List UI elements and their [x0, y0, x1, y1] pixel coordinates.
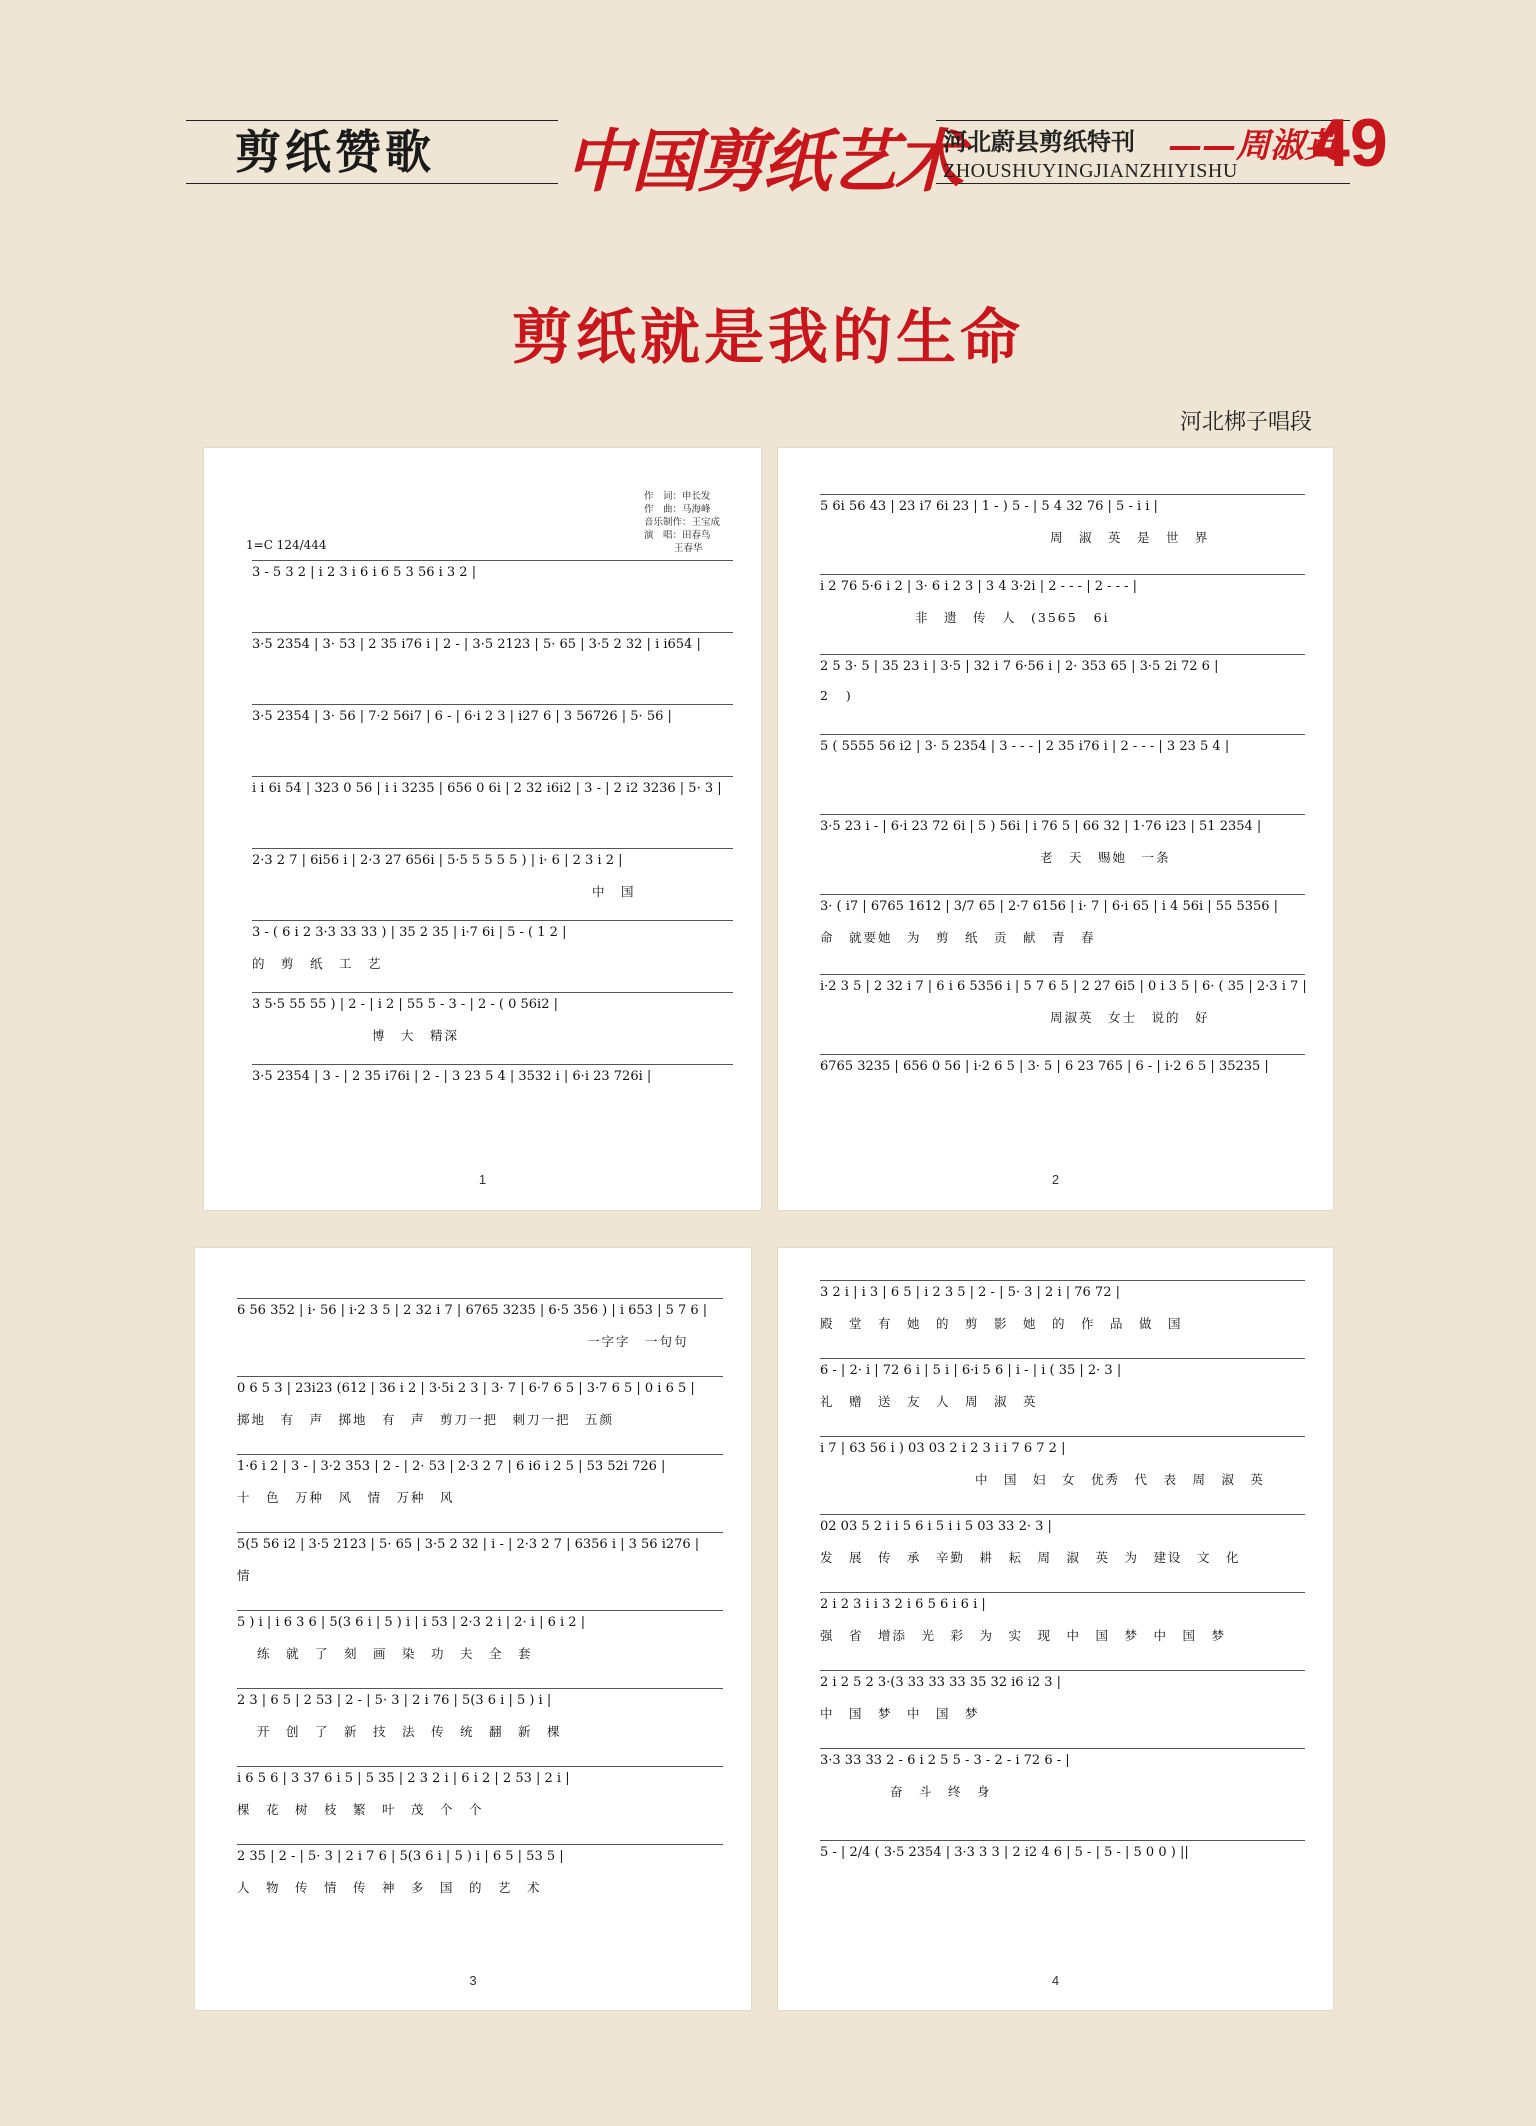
notation-line: 02 03 5 2 i i 5 6 i 5 i i 5 03 33 2· 3 |	[820, 1514, 1305, 1534]
notation-line: 2 35 | 2 - | 5· 3 | 2 i 7 6 | 5(3 6 i | 5 ) i | 6 5 | 53 5 |	[237, 1844, 723, 1864]
notation-line: i 7 | 63 56 i ) 03 03 2 i 2 3 i i 7 6 7 2 |	[820, 1436, 1305, 1456]
lyric-line: 人 物 传 情 传 神 多 国 的 艺 术	[237, 1880, 542, 1895]
notation-line: 3 - 5 3 2 | i 2 3 i 6 i 6 5 3 56 i 3 2 |	[252, 560, 733, 580]
notation-line: 3·5 23 i - | 6·i 23 72 6i | 5 ) 56i | i 76 5 | 66 32 | 1·76 i23 | 51 2354 |	[820, 814, 1305, 834]
credit-line: 王春华	[674, 543, 703, 554]
notation-line: 2·3 2 7 | 6i56 i | 2·3 27 656i | 5·5 5 5 5 5 ) | i· 6 | 2 3 i 2 |	[252, 848, 733, 868]
notation-line: 1·6 i 2 | 3 - | 3·2 353 | 2 - | 2· 53 | 2·3 2 7 | 6 i6 i 2 5 | 53 52i 726 |	[237, 1454, 723, 1474]
credit-line: 作 词：申长发	[644, 491, 711, 502]
magazine-logo: 中国剪纸艺术	[565, 122, 962, 202]
notation-line: 3·5 2354 | 3· 56 | 7·2 56i7 | 6 - | 6·i 2 3 | i27 6 | 3 56726 | 5· 56 |	[252, 704, 733, 724]
notation-line: 5 - | 2/4 ( 3·5 2354 | 3·3 3 3 | 2 i2 4 6 | 5 - | 5 - | 5 0 0 ) ||	[820, 1840, 1305, 1860]
score-sheet-3	[195, 1248, 751, 2010]
lyric-line: 十 色 万种 风 情 万种 风	[237, 1490, 455, 1505]
lyric-line: 情	[237, 1568, 252, 1583]
notation-line: 0 6 5 3 | 23i23 (612 | 36 i 2 | 3·5i 2 3 | 3· 7 | 6·7 6 5 | 3·7 6 5 | 0 i 6 5 |	[237, 1376, 723, 1396]
notation-line: 3·3 33 33 2 - 6 i 2 5 5 - 3 - 2 - i 72 6 - |	[820, 1748, 1305, 1768]
lyric-line: 礼 赠 送 友 人 周 淑 英	[820, 1394, 1038, 1409]
notation-line: 2 3 | 6 5 | 2 53 | 2 - | 5· 3 | 2 i 76 | 5(3 6 i | 5 ) i |	[237, 1688, 723, 1708]
notation-line: 2 i 2 3 i i 3 2 i 6 5 6 i 6 i |	[820, 1592, 1305, 1612]
lyric-line: 老 天 赐她 一条	[1040, 850, 1171, 865]
score-sheet-4	[778, 1248, 1333, 2010]
lyric-line: 强 省 增添 光 彩 为 实 现 中 国 梦 中 国 梦	[820, 1628, 1227, 1643]
special-issue-label: 河北蔚县剪纸特刊	[943, 127, 1135, 156]
sheet-page-number: 2	[1051, 1172, 1060, 1187]
notation-line: 5 6i 56 43 | 23 i7 6i 23 | 1 - ) 5 - | 5 4 32 76 | 5 - i i |	[820, 494, 1305, 514]
notation-line: i·2 3 5 | 2 32 i 7 | 6 i 6 5356 i | 5 7 6 5 | 2 27 6i5 | 0 i 3 5 | 6· ( 35 | 2·3 i 7 |	[820, 974, 1305, 994]
notation-line: 3 - ( 6 i 2 3·3 33 33 ) | 35 2 35 | i·7 6i | 5 - ( 1 2 |	[252, 920, 733, 940]
lyric-line: 练 就 了 刻 画 染 功 夫 全 套	[257, 1646, 533, 1661]
credit-line: 作 曲：马海峰	[644, 504, 711, 515]
lyric-line: 掷地 有 声 掷地 有 声 剪刀一把 刺刀一把 五颜	[237, 1412, 615, 1427]
lyric-line: 棵 花 树 枝 繁 叶 茂 个 个	[237, 1802, 484, 1817]
lyric-line: 开 创 了 新 技 法 传 统 翻 新 棵	[257, 1724, 562, 1739]
lyric-line: 非 遗 传 人 (3565 6i	[915, 610, 1110, 625]
header-rule-right-bottom	[936, 183, 1350, 184]
pinyin-subtitle: ZHOUSHUYINGJIANZHIYISHU	[943, 160, 1238, 182]
notation-line: i 2 76 5·6 i 2 | 3· 6 i 2 3 | 3 4 3·2i | 2 - - - | 2 - - - |	[820, 574, 1305, 594]
lyric-line: 中 国 梦 中 国 梦	[820, 1706, 980, 1721]
lyric-line: 奋 斗 终 身	[890, 1784, 992, 1799]
notation-line: 3 2 i | i 3 | 6 5 | i 2 3 5 | 2 - | 5· 3 | 2 i | 76 72 |	[820, 1280, 1305, 1300]
notation-line: 2 5 3· 5 | 35 23 i | 3·5 | 32 i 7 6·56 i | 2· 353 65 | 3·5 2i 72 6 |	[820, 654, 1305, 674]
lyric-line: 2 )	[820, 688, 853, 703]
person-name: ——周淑英	[1168, 126, 1338, 166]
song-title: 剪纸就是我的生命	[512, 303, 1024, 373]
notation-line: i 6 5 6 | 3 37 6 i 5 | 5 35 | 2 3 2 i | 6 i 2 | 2 53 | 2 i |	[237, 1766, 723, 1786]
notation-line: 3·5 2354 | 3 - | 2 35 i76i | 2 - | 3 23 5 4 | 3532 i | 6·i 23 726i |	[252, 1064, 733, 1084]
sheet-page-number: 4	[1051, 1973, 1060, 1988]
notation-line: 2 i 2 5 2 3·(3 33 33 33 35 32 i6 i2 3 |	[820, 1670, 1305, 1690]
lyric-line: 发 展 传 承 辛勤 耕 耘 周 淑 英 为 建设 文 化	[820, 1550, 1241, 1565]
lyric-line: 周 淑 英 是 世 界	[1050, 530, 1210, 545]
section-title: 剪纸赞歌	[235, 125, 435, 179]
lyric-line: 周淑英 女士 说的 好	[1050, 1010, 1210, 1025]
lyric-line: 命 就要她 为 剪 纸 贡 献 青 春	[820, 930, 1096, 945]
lyric-line: 博 大 精深	[372, 1028, 460, 1043]
lyric-line: 中 国 妇 女 优秀 代 表 周 淑 英	[975, 1472, 1266, 1487]
score-sheet-2	[778, 448, 1333, 1210]
lyric-line: 的 剪 纸 工 艺	[252, 956, 383, 971]
credits	[644, 490, 744, 555]
credit-line: 演 唱：田春鸟	[644, 530, 711, 541]
notation-line: 6765 3235 | 656 0 56 | i·2 6 5 | 3· 5 | 6 23 765 | 6 - | i·2 6 5 | 35235 |	[820, 1054, 1305, 1074]
notation-line: 5(5 56 i2 | 3·5 2123 | 5· 65 | 3·5 2 32 | i - | 2·3 2 7 | 6356 i | 3 56 i276 |	[237, 1532, 723, 1552]
notation-line: 6 - | 2· i | 72 6 i | 5 i | 6·i 5 6 | i - | i ( 35 | 2· 3 |	[820, 1358, 1305, 1378]
score-sheet-1	[204, 448, 761, 1210]
notation-line: 5 ( 5555 56 i2 | 3· 5 2354 | 3 - - - | 2 35 i76 i | 2 - - - | 3 23 5 4 |	[820, 734, 1305, 754]
notation-line: 5 ) i | i 6 3 6 | 5(3 6 i | 5 ) i | i 53 | 2·3 2 i | 2· i | 6 i 2 |	[237, 1610, 723, 1630]
credit-line: 音乐制作：王宝成	[644, 517, 721, 528]
notation-line: 3 5·5 55 55 ) | 2 - | i 2 | 55 5 - 3 - | 2 - ( 0 56i2 |	[252, 992, 733, 1012]
lyric-line: 一字字 一句句	[587, 1334, 689, 1349]
notation-line: 3·5 2354 | 3· 53 | 2 35 i76 i | 2 - | 3·5 2123 | 5· 65 | 3·5 2 32 | i i654 |	[252, 632, 733, 652]
lyric-line: 殿 堂 有 她 的 剪 影 她 的 作 品 做 国	[820, 1316, 1183, 1331]
key-signature: 1=C 124/444	[246, 538, 327, 552]
notation-line: 6 56 352 | i· 56 | i·2 3 5 | 2 32 i 7 | 6765 3235 | 6·5 356 ) | i 653 | 5 7 6 |	[237, 1298, 723, 1318]
notation-line: i i 6i 54 | 323 0 56 | i i 3235 | 656 0 6i | 2 32 i6i2 | 3 - | 2 i2 3236 | 5· 3 |	[252, 776, 733, 796]
lyric-line: 中 国	[592, 884, 636, 899]
sheet-page-number: 3	[469, 1973, 477, 1988]
header-rule-left-bottom	[186, 183, 558, 184]
sheet-page-number: 1	[478, 1172, 487, 1187]
notation-line: 3· ( i7 | 6765 1612 | 3/7 65 | 2·7 6156 | i· 7 | 6·i 65 | i 4 56i | 55 5356 |	[820, 894, 1305, 914]
page-number: 49	[1312, 105, 1388, 181]
song-subtitle: 河北梆子唱段	[1180, 410, 1313, 435]
